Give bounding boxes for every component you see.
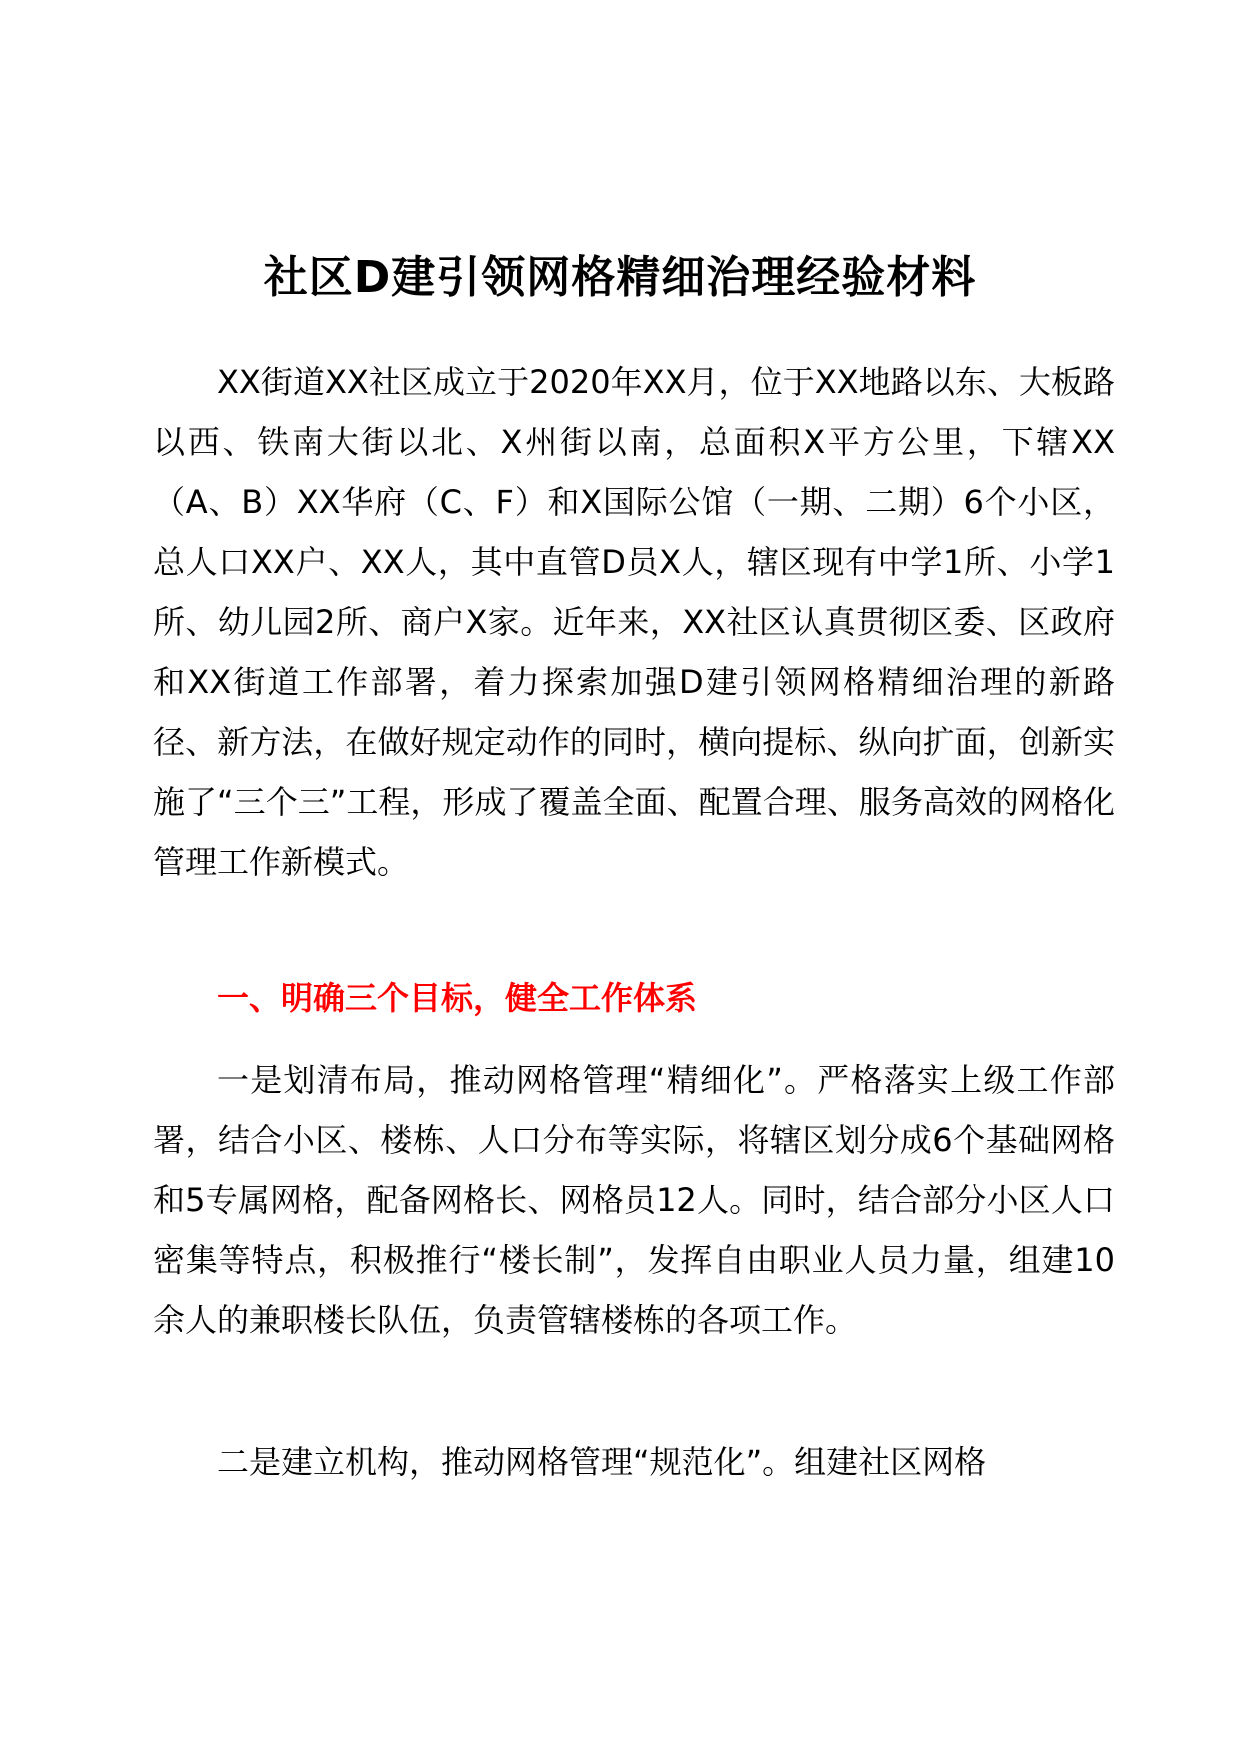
section-heading: 一、明确三个目标，健全工作体系 [217, 979, 698, 1017]
body-paragraph-2: 二是建立机构，推动网格管理“规范化”。组建社区网格 [217, 1443, 987, 1481]
body-paragraph-1: 一是划清布局，推动网格管理“精细化”。严格落实上级工作部署，结合小区、楼栋、人口分布等实际，将辖区划分成6个基础网格和5专属网格，配备网格长、网格员12人。同时，结合部分小区人口密集等特点，积极推行“楼长制”，发挥自由职业人员力量，组建10余人的兼职楼长队伍，负责管辖楼栋的各项工作。 [153, 1061, 1115, 1339]
intro-paragraph: XX街道XX社区成立于2020年XX月，位于XX地路以东、大板路以西、铁南大街以北、X州街以南，总面积X平方公里，下辖XX（A、B）XX华府（C、F）和X国际公馆（一期、二期）6个小区，总人口XX户、XX人，其中直管D员X人，辖区现有中学1所、小学1所、幼儿园2所、商户X家。近年来，XX社区认真贯彻区委、区政府和XX街道工作部署，着力探索加强D建引领网格精细治理的新路径、新方法，在做好规定动作的同时，横向提标、纵向扩面，创新实施了“三个三”工程，形成了覆盖全面、配置合理、服务高效的网格化管理工作新模式。 [153, 363, 1115, 881]
document-title: 社区D建引领网格精细治理经验材料 [263, 252, 977, 303]
